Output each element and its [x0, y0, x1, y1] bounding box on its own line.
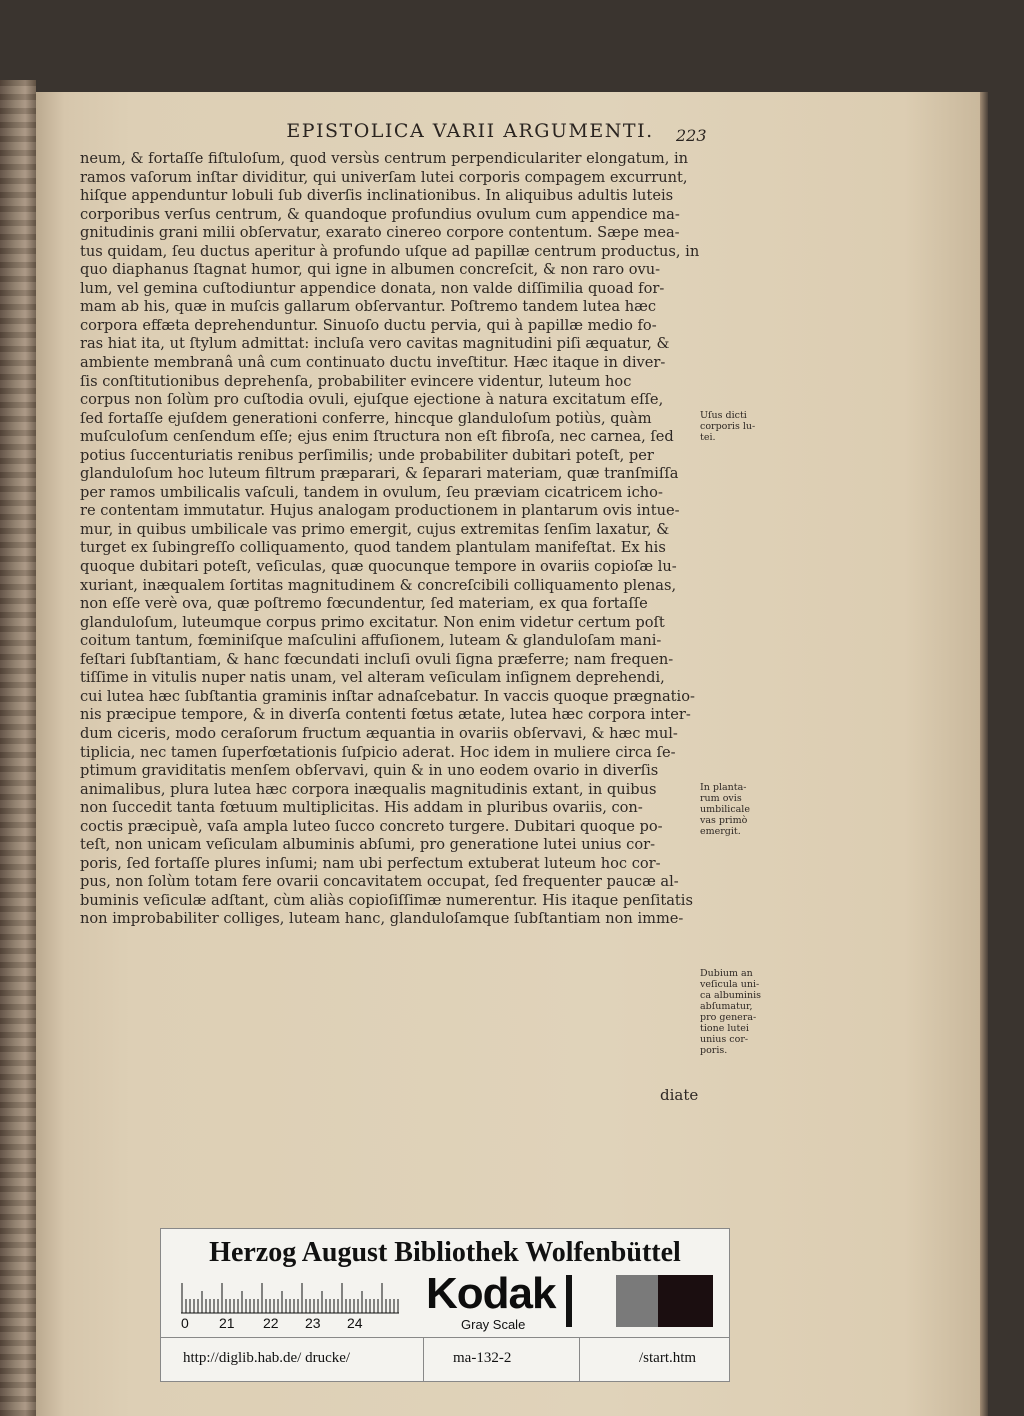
text-line: lum, vel gemina cuſtodiuntur appendice donata, non valde diſſimilia quoad for- [80, 279, 665, 297]
page-file: /start.htm [639, 1350, 697, 1366]
text-line: corpus non ſolùm pro cuſtodia ovuli, ejuſque ejectione à natura excitatum eſſe, [80, 391, 664, 409]
ruler-label: 0 [181, 1315, 189, 1331]
kodak-logo: Kodak [426, 1269, 556, 1318]
text-line: tus quidam, ſeu ductus aperitur à profundo uſque ad papillæ centrum productus, in [80, 242, 700, 260]
page-number: 223 [676, 126, 707, 145]
margin-note-usus [700, 410, 772, 443]
text-line: mur, in quibus umbilicale vas primo emergit, cujus extremitas ſenſim laxatur, & [80, 520, 670, 538]
text-line: ptimum graviditatis menſem obſervavi, quin & in uno eodem ovario in diverſis [80, 762, 659, 780]
text-line: feſtari ſubſtantiam, & hanc fœcundati incluſi ovuli ſigna præferre; nam frequen- [80, 650, 674, 668]
text-line: buminis veſiculæ adſtant, cùm aliàs copioſiſſimæ numerentur. His itaque penſitatis [80, 891, 693, 909]
margin-note-line: pro genera- [700, 1012, 757, 1023]
text-line: non eſſe verè ova, quæ poſtremo fœcundentur, ſed materiam, ex qua fortaſſe [80, 595, 648, 613]
margin-note-line: umbilicale [700, 804, 750, 815]
margin-note-line: unius cor- [700, 1034, 749, 1045]
text-line: ambiente membranâ unâ cum continuato ductu inveſtitur. Hæc itaque in diver- [80, 354, 666, 372]
gray-swatch-mid [616, 1275, 658, 1327]
main-text-block [80, 150, 716, 929]
text-line: quoque dubitari poteſt, veſiculas, quæ quocunque tempore in ovariis copioſæ lu- [80, 558, 677, 576]
ruler-label: 22 [263, 1315, 279, 1331]
margin-note-line: poris. [700, 1045, 728, 1056]
margin-note-line: abſumatur, [700, 1001, 753, 1012]
text-line: glanduloſum hoc luteum filtrum præparari, & ſeparari materiam, quæ tranſmiſſa [80, 465, 679, 483]
text-line: turget ex ſubingreſſo colliquamento, quod tandem plantulam manifeſtat. Ex his [80, 539, 666, 557]
margin-note-plantarum [700, 782, 772, 837]
text-line: neum, & fortaſſe fiſtuloſum, quod versùs centrum perpendiculariter elongatum, in [80, 150, 689, 167]
text-line: dum ciceris, modo ceraſorum fructum æquantia in ovariis obſervavi, & hæc mul- [80, 724, 678, 742]
text-line: tiſſime in vitulis nuper natis unam, vel alteram veſiculam inſignem deprehendi, [80, 669, 665, 687]
gray-swatch-dark [658, 1275, 713, 1327]
gray-scale-label: Gray Scale [461, 1317, 526, 1332]
text-line: coctis præcipuè, vaſa ampla luteo ſucco concreto turgere. Dubitari quoque po- [80, 817, 663, 835]
margin-note-line: In planta- [700, 782, 747, 793]
text-line: per ramos umbilicalis vaſculi, tandem in ovulum, ſeu præviam cicatricem icho- [80, 483, 663, 501]
ruler-label: 24 [347, 1315, 363, 1331]
footer-divider [423, 1338, 424, 1382]
gray-scale-bar [566, 1275, 572, 1327]
margin-note-line: tei. [700, 432, 716, 443]
running-title: EPISTOLICA VARII ARGUMENTI. [286, 120, 654, 142]
text-line: cui lutea hæc ſubſtantia graminis inſtar adnaſcebatur. In vaccis quoque prægnatio- [80, 687, 695, 705]
text-line: ſis conſtitutionibus deprehenſa, probabiliter evincere videntur, luteum hoc [80, 372, 632, 390]
text-line: animalibus, plura lutea hæc corpora inæqualis magnitudinis extant, in quibus [80, 780, 657, 798]
ruler-labels [181, 1315, 401, 1335]
library-card-title: Herzog August Bibliothek Wolfenbüttel [209, 1237, 681, 1268]
ruler-label: 23 [305, 1315, 321, 1331]
page-shadow-edge [980, 92, 988, 1416]
margin-note-dubium [700, 968, 772, 1056]
shelfmark: ma-132-2 [453, 1350, 512, 1366]
ruler-label: 21 [219, 1315, 235, 1331]
measurement-ruler [181, 1275, 399, 1315]
text-line: corporibus verſus centrum, & quandoque profundius ovulum cum appendice ma- [80, 205, 680, 223]
text-line: teſt, non unicam veſiculam albuminis abſumi, pro generatione lutei unius cor- [80, 836, 656, 854]
text-line: ramos vaſorum inſtar dividitur, qui univerſam lutei corporis compagem excurrunt, [80, 168, 688, 186]
text-line: quo diaphanus ſtagnat humor, qui igne in albumen concreſcit, & non raro ovu- [80, 261, 661, 279]
text-line: hiſque appenduntur lobuli ſub diverſis inclinationibus. In aliquibus adultis luteis [80, 187, 674, 205]
margin-note-line: veſicula uni- [700, 979, 760, 990]
text-line: ras hiat ita, ut ſtylum admittat: incluſa vero cavitas magnitudini piſi æquatur, & [80, 335, 670, 353]
margin-note-line: tione lutei [700, 1023, 749, 1034]
margin-note-line: ca albuminis [700, 990, 761, 1001]
margin-note-line: emergit. [700, 826, 741, 837]
margin-note-line: vas primò [700, 815, 748, 826]
margin-note-line: Dubium an [700, 968, 753, 979]
adjacent-page-edge [0, 80, 36, 1416]
text-line: gnitudinis grani milii obſervatur, exarato cinereo corpore contentum. Sæpe mea- [80, 224, 680, 242]
margin-note-line: corporis lu- [700, 421, 756, 432]
text-line: glanduloſum, luteumque corpus primo excitatur. Non enim videtur certum poſt [80, 613, 665, 631]
text-line: tiplicia, nec tamen ſuperfœtationis ſuſpicio aderat. Hoc idem in muliere circa ſe- [80, 743, 676, 761]
margin-note-line: rum ovis [700, 793, 742, 804]
text-line: re contentam immutatur. Hujus analogam productionem in plantarum ovis intue- [80, 502, 680, 520]
text-line: pus, non ſolùm totam fere ovarii concavitatem occupat, ſed frequenter paucæ al- [80, 873, 679, 891]
text-line: mam ab his, quæ in muſcis gallarum obſervantur. Poſtremo tandem lutea hæc [80, 298, 657, 316]
catchword: diate [660, 1086, 699, 1104]
text-line: ſed fortaſſe ejuſdem generationi conferre, hincque glanduloſum potiùs, quàm [80, 409, 652, 427]
text-line: non ſuccedit tanta fœtuum multiplicitas. His addam in pluribus ovariis, con- [80, 799, 643, 817]
text-line: poris, ſed fortaſſe plures inſumi; nam ubi perfectum extuberat luteum hoc cor- [80, 854, 661, 872]
text-line: muſculoſum cenſendum eſſe; ejus enim ſtructura non eſt fibroſa, nec carnea, ſed [80, 428, 674, 446]
footer-divider [579, 1338, 580, 1382]
text-line: corpora effæta deprehenduntur. Sinuoſo ductu pervia, qui à papillæ medio fo- [80, 316, 657, 334]
source-url: http://diglib.hab.de/ drucke/ [183, 1350, 351, 1366]
margin-note-line: Uſus dicti [700, 410, 747, 421]
library-card-footer [161, 1337, 729, 1382]
library-card [160, 1228, 730, 1382]
text-line: nis præcipue tempore, & in diverſa contenti fœtus ætate, lutea hæc corpora inter- [80, 706, 691, 724]
text-line: non improbabiliter colliges, luteam hanc, glanduloſamque ſubſtantiam non imme- [80, 910, 684, 928]
text-line: coitum tantum, fœminiſque maſculini affuſionem, luteam & glanduloſam mani- [80, 632, 662, 650]
text-line: xuriant, inæqualem ſortitas magnitudinem & concreſcibili colliquamento plenas, [80, 576, 677, 594]
text-line: potius ſuccenturiatis renibus perſimilis; unde probabiliter dubitari poteſt, per [80, 446, 654, 464]
